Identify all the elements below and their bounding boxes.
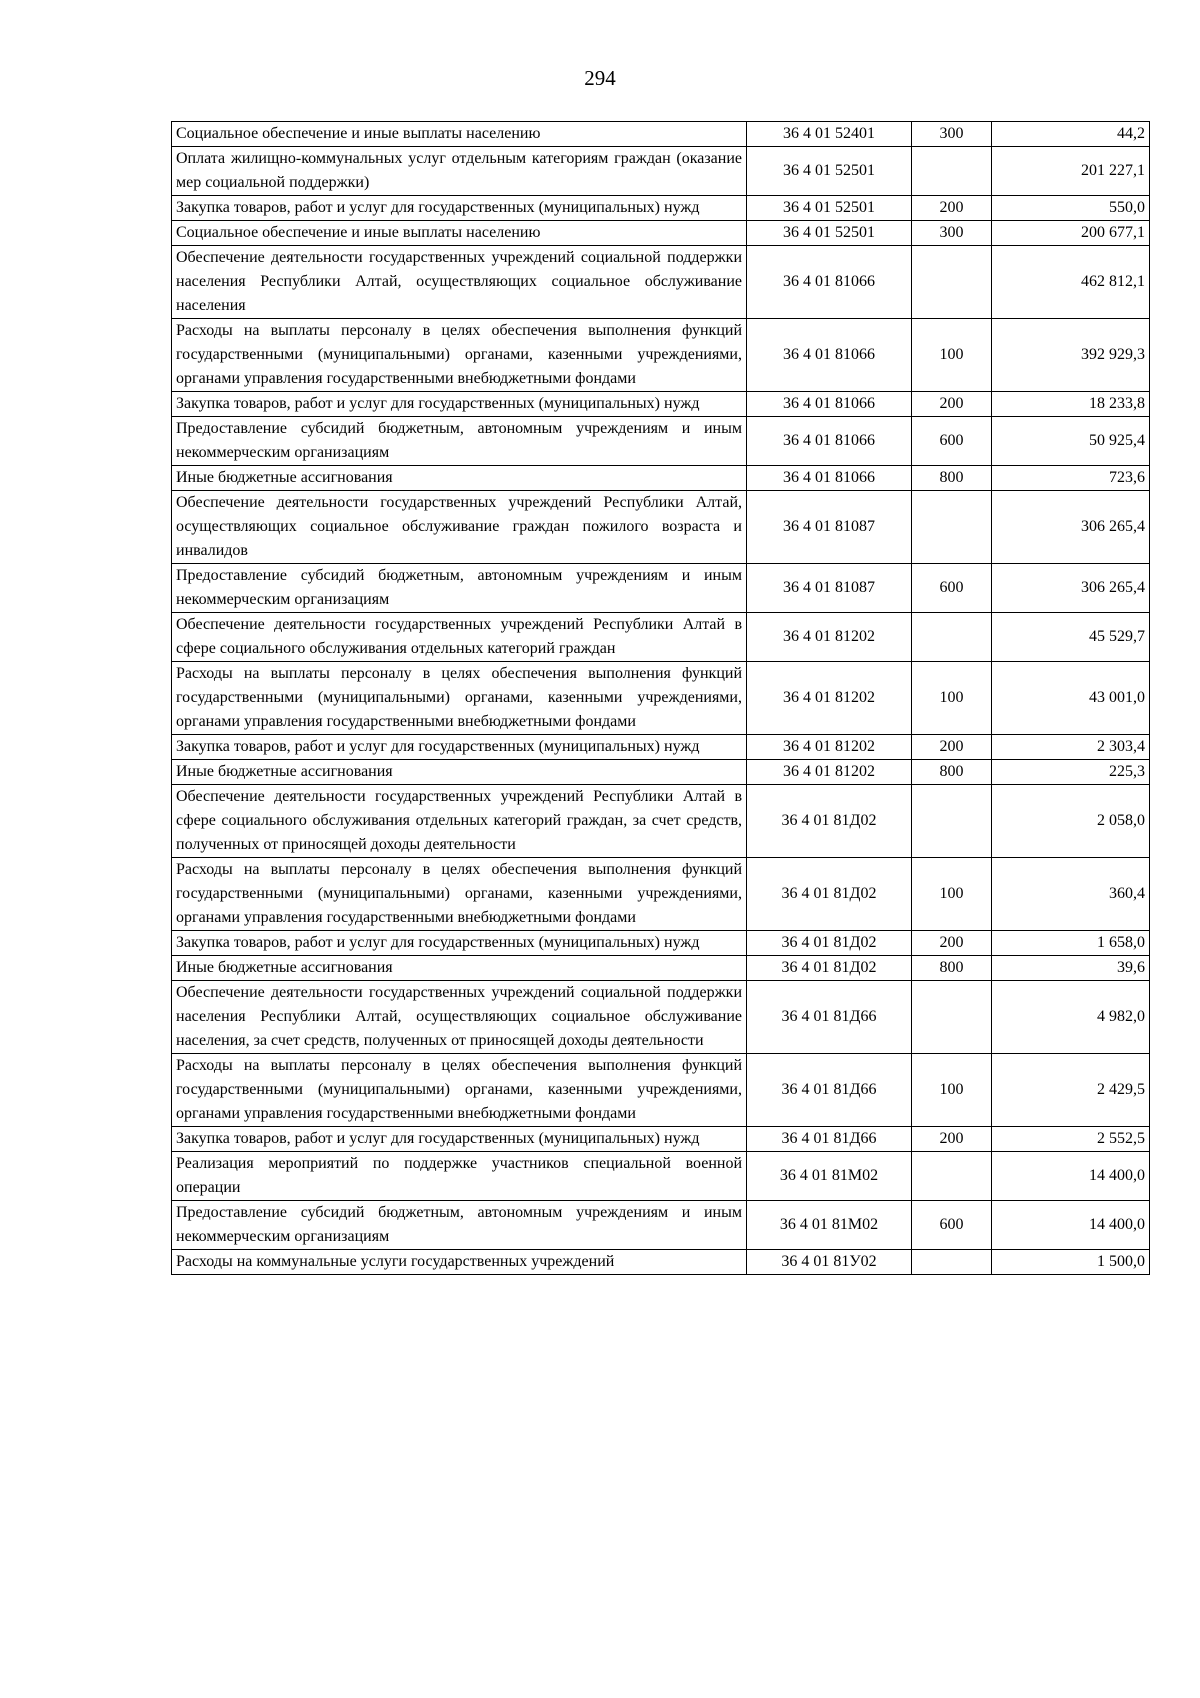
target-article-code-cell: 36 4 01 81066 xyxy=(747,319,912,392)
expense-type-code-cell: 200 xyxy=(912,1127,992,1152)
amount-cell: 39,6 xyxy=(992,956,1150,981)
expense-name-cell: Социальное обеспечение и иные выплаты населению xyxy=(172,122,747,147)
target-article-code-cell: 36 4 01 81Д66 xyxy=(747,981,912,1054)
expense-type-code-cell: 200 xyxy=(912,392,992,417)
expense-type-code-cell: 100 xyxy=(912,662,992,735)
target-article-code-cell: 36 4 01 81202 xyxy=(747,760,912,785)
amount-cell: 2 303,4 xyxy=(992,735,1150,760)
amount-cell: 18 233,8 xyxy=(992,392,1150,417)
expense-name-cell: Расходы на выплаты персоналу в целях обеспечения выполнения функций государственными (муниципальными) органами, казенными учреждениями, органами управления государственными внебюджетными фондами xyxy=(172,1054,747,1127)
expense-name-cell: Расходы на выплаты персоналу в целях обеспечения выполнения функций государственными (муниципальными) органами, казенными учреждениями, органами управления государственными внебюджетными фондами xyxy=(172,662,747,735)
expense-type-code-cell xyxy=(912,1250,992,1275)
amount-cell: 392 929,3 xyxy=(992,319,1150,392)
target-article-code-cell: 36 4 01 81Д02 xyxy=(747,956,912,981)
amount-cell: 14 400,0 xyxy=(992,1201,1150,1250)
expense-name-cell: Иные бюджетные ассигнования xyxy=(172,956,747,981)
expense-name-cell: Реализация мероприятий по поддержке участников специальной военной операции xyxy=(172,1152,747,1201)
target-article-code-cell: 36 4 01 52401 xyxy=(747,122,912,147)
amount-cell: 14 400,0 xyxy=(992,1152,1150,1201)
table-row xyxy=(172,1201,1150,1250)
expense-name-cell: Обеспечение деятельности государственных учреждений Республики Алтай, осуществляющих социальное обслуживание граждан пожилого возраста и инвалидов xyxy=(172,491,747,564)
table-row xyxy=(172,1250,1150,1275)
expense-name-cell: Закупка товаров, работ и услуг для государственных (муниципальных) нужд xyxy=(172,931,747,956)
budget-table xyxy=(171,121,1150,1275)
table-row xyxy=(172,147,1150,196)
expense-type-code-cell xyxy=(912,981,992,1054)
amount-cell: 2 058,0 xyxy=(992,785,1150,858)
expense-type-code-cell xyxy=(912,491,992,564)
target-article-code-cell: 36 4 01 81202 xyxy=(747,613,912,662)
expense-name-cell: Обеспечение деятельности государственных учреждений социальной поддержки населения Республики Алтай, осуществляющих социальное обслуживание населения, за счет средств, полученных от приносящей доходы деятельности xyxy=(172,981,747,1054)
expense-type-code-cell xyxy=(912,147,992,196)
expense-name-cell: Закупка товаров, работ и услуг для государственных (муниципальных) нужд xyxy=(172,1127,747,1152)
target-article-code-cell: 36 4 01 52501 xyxy=(747,221,912,246)
table-row xyxy=(172,1152,1150,1201)
table-row xyxy=(172,981,1150,1054)
expense-name-cell: Предоставление субсидий бюджетным, автономным учреждениям и иным некоммерческим организациям xyxy=(172,417,747,466)
amount-cell: 1 500,0 xyxy=(992,1250,1150,1275)
table-row xyxy=(172,491,1150,564)
target-article-code-cell: 36 4 01 81У02 xyxy=(747,1250,912,1275)
target-article-code-cell: 36 4 01 81М02 xyxy=(747,1152,912,1201)
expense-type-code-cell: 600 xyxy=(912,417,992,466)
amount-cell: 50 925,4 xyxy=(992,417,1150,466)
table-row xyxy=(172,122,1150,147)
amount-cell: 225,3 xyxy=(992,760,1150,785)
target-article-code-cell: 36 4 01 52501 xyxy=(747,147,912,196)
expense-type-code-cell: 300 xyxy=(912,122,992,147)
amount-cell: 2 552,5 xyxy=(992,1127,1150,1152)
target-article-code-cell: 36 4 01 81Д66 xyxy=(747,1127,912,1152)
expense-type-code-cell: 600 xyxy=(912,564,992,613)
target-article-code-cell: 36 4 01 81Д66 xyxy=(747,1054,912,1127)
table-row xyxy=(172,956,1150,981)
expense-name-cell: Иные бюджетные ассигнования xyxy=(172,760,747,785)
expense-type-code-cell: 800 xyxy=(912,466,992,491)
target-article-code-cell: 36 4 01 81066 xyxy=(747,466,912,491)
expense-name-cell: Предоставление субсидий бюджетным, автономным учреждениям и иным некоммерческим организациям xyxy=(172,1201,747,1250)
table-row xyxy=(172,931,1150,956)
target-article-code-cell: 36 4 01 52501 xyxy=(747,196,912,221)
expense-type-code-cell xyxy=(912,246,992,319)
expense-name-cell: Социальное обеспечение и иные выплаты населению xyxy=(172,221,747,246)
expense-name-cell: Закупка товаров, работ и услуг для государственных (муниципальных) нужд xyxy=(172,196,747,221)
table-row xyxy=(172,319,1150,392)
table-row xyxy=(172,858,1150,931)
expense-type-code-cell: 300 xyxy=(912,221,992,246)
table-row xyxy=(172,760,1150,785)
table-row xyxy=(172,613,1150,662)
expense-type-code-cell: 200 xyxy=(912,196,992,221)
expense-type-code-cell: 100 xyxy=(912,1054,992,1127)
table-row xyxy=(172,221,1150,246)
expense-name-cell: Иные бюджетные ассигнования xyxy=(172,466,747,491)
expense-name-cell: Закупка товаров, работ и услуг для государственных (муниципальных) нужд xyxy=(172,735,747,760)
expense-type-code-cell: 200 xyxy=(912,931,992,956)
amount-cell: 45 529,7 xyxy=(992,613,1150,662)
target-article-code-cell: 36 4 01 81087 xyxy=(747,491,912,564)
target-article-code-cell: 36 4 01 81Д02 xyxy=(747,931,912,956)
amount-cell: 200 677,1 xyxy=(992,221,1150,246)
expense-name-cell: Обеспечение деятельности государственных учреждений социальной поддержки населения Республики Алтай, осуществляющих социальное обслуживание населения xyxy=(172,246,747,319)
table-row xyxy=(172,1054,1150,1127)
target-article-code-cell: 36 4 01 81087 xyxy=(747,564,912,613)
table-row xyxy=(172,564,1150,613)
expense-type-code-cell: 800 xyxy=(912,760,992,785)
amount-cell: 550,0 xyxy=(992,196,1150,221)
amount-cell: 462 812,1 xyxy=(992,246,1150,319)
table-row xyxy=(172,246,1150,319)
expense-name-cell: Обеспечение деятельности государственных учреждений Республики Алтай в сфере социального обслуживания отдельных категорий граждан, за счет средств, полученных от приносящей доходы деятельности xyxy=(172,785,747,858)
expense-type-code-cell: 200 xyxy=(912,735,992,760)
table-row xyxy=(172,662,1150,735)
target-article-code-cell: 36 4 01 81066 xyxy=(747,246,912,319)
table-row xyxy=(172,417,1150,466)
expense-name-cell: Расходы на коммунальные услуги государственных учреждений xyxy=(172,1250,747,1275)
expense-type-code-cell: 100 xyxy=(912,319,992,392)
target-article-code-cell: 36 4 01 81202 xyxy=(747,662,912,735)
amount-cell: 44,2 xyxy=(992,122,1150,147)
expense-name-cell: Оплата жилищно-коммунальных услуг отдельным категориям граждан (оказание мер социальной поддержки) xyxy=(172,147,747,196)
expense-type-code-cell xyxy=(912,785,992,858)
target-article-code-cell: 36 4 01 81Д02 xyxy=(747,858,912,931)
expense-type-code-cell: 100 xyxy=(912,858,992,931)
expense-name-cell: Расходы на выплаты персоналу в целях обеспечения выполнения функций государственными (муниципальными) органами, казенными учреждениями, органами управления государственными внебюджетными фондами xyxy=(172,858,747,931)
target-article-code-cell: 36 4 01 81066 xyxy=(747,417,912,466)
expense-type-code-cell: 600 xyxy=(912,1201,992,1250)
amount-cell: 4 982,0 xyxy=(992,981,1150,1054)
table-row xyxy=(172,196,1150,221)
page-number: 294 xyxy=(584,66,616,90)
amount-cell: 1 658,0 xyxy=(992,931,1150,956)
table-row xyxy=(172,1127,1150,1152)
expense-type-code-cell xyxy=(912,1152,992,1201)
expense-name-cell: Расходы на выплаты персоналу в целях обеспечения выполнения функций государственными (муниципальными) органами, казенными учреждениями, органами управления государственными внебюджетными фондами xyxy=(172,319,747,392)
table-row xyxy=(172,735,1150,760)
amount-cell: 2 429,5 xyxy=(992,1054,1150,1127)
amount-cell: 43 001,0 xyxy=(992,662,1150,735)
amount-cell: 360,4 xyxy=(992,858,1150,931)
table-row xyxy=(172,392,1150,417)
amount-cell: 201 227,1 xyxy=(992,147,1150,196)
target-article-code-cell: 36 4 01 81066 xyxy=(747,392,912,417)
table-row xyxy=(172,466,1150,491)
table-row xyxy=(172,785,1150,858)
expense-type-code-cell xyxy=(912,613,992,662)
amount-cell: 723,6 xyxy=(992,466,1150,491)
amount-cell: 306 265,4 xyxy=(992,491,1150,564)
expense-name-cell: Закупка товаров, работ и услуг для государственных (муниципальных) нужд xyxy=(172,392,747,417)
target-article-code-cell: 36 4 01 81Д02 xyxy=(747,785,912,858)
expense-type-code-cell: 800 xyxy=(912,956,992,981)
expense-name-cell: Обеспечение деятельности государственных учреждений Республики Алтай в сфере социального обслуживания отдельных категорий граждан xyxy=(172,613,747,662)
expense-name-cell: Предоставление субсидий бюджетным, автономным учреждениям и иным некоммерческим организациям xyxy=(172,564,747,613)
target-article-code-cell: 36 4 01 81М02 xyxy=(747,1201,912,1250)
target-article-code-cell: 36 4 01 81202 xyxy=(747,735,912,760)
amount-cell: 306 265,4 xyxy=(992,564,1150,613)
